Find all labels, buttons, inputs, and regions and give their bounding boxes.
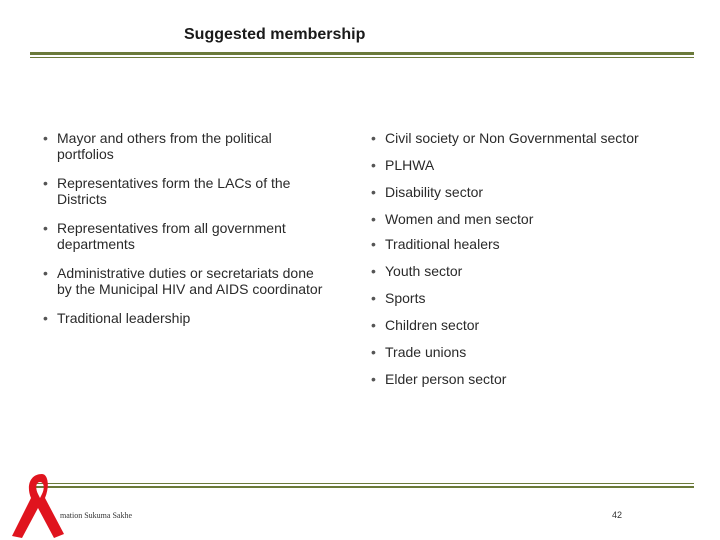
list-item: • Mayor and others from the political portfolios [40, 130, 330, 162]
header-rule-thick [30, 52, 694, 55]
list-item: • Women and men sector [368, 211, 668, 227]
list-item: • Children sector [368, 317, 668, 333]
slide-title: Suggested membership [184, 26, 366, 43]
list-item: • Traditional leadership [40, 310, 330, 326]
header-rule-thin [30, 57, 694, 58]
list-item: • Representatives form the LACs of the Districts [40, 175, 330, 207]
list-item: • Disability sector [368, 184, 668, 200]
list-item: • Youth sector [368, 263, 668, 279]
footer-text: mation Sukuma Sakhe [60, 511, 132, 520]
page-number: 42 [612, 510, 623, 520]
footer-rule-thick [30, 486, 694, 488]
left-membership-list [40, 130, 330, 339]
footer-rule-thin [30, 483, 694, 484]
red-ribbon-icon [4, 470, 74, 540]
list-item: • Administrative duties or secretariats done by the Municipal HIV and AIDS coordinator [40, 265, 330, 297]
list-item: • Trade unions [368, 344, 668, 360]
list-item: • Sports [368, 290, 668, 306]
list-item: • Civil society or Non Governmental sector [368, 130, 668, 146]
list-item: • Representatives from all government departments [40, 220, 330, 252]
list-item: • Traditional healers [368, 236, 668, 252]
list-item: • Elder person sector [368, 371, 668, 387]
list-item: • PLHWA [368, 157, 668, 173]
right-membership-list [368, 130, 668, 398]
